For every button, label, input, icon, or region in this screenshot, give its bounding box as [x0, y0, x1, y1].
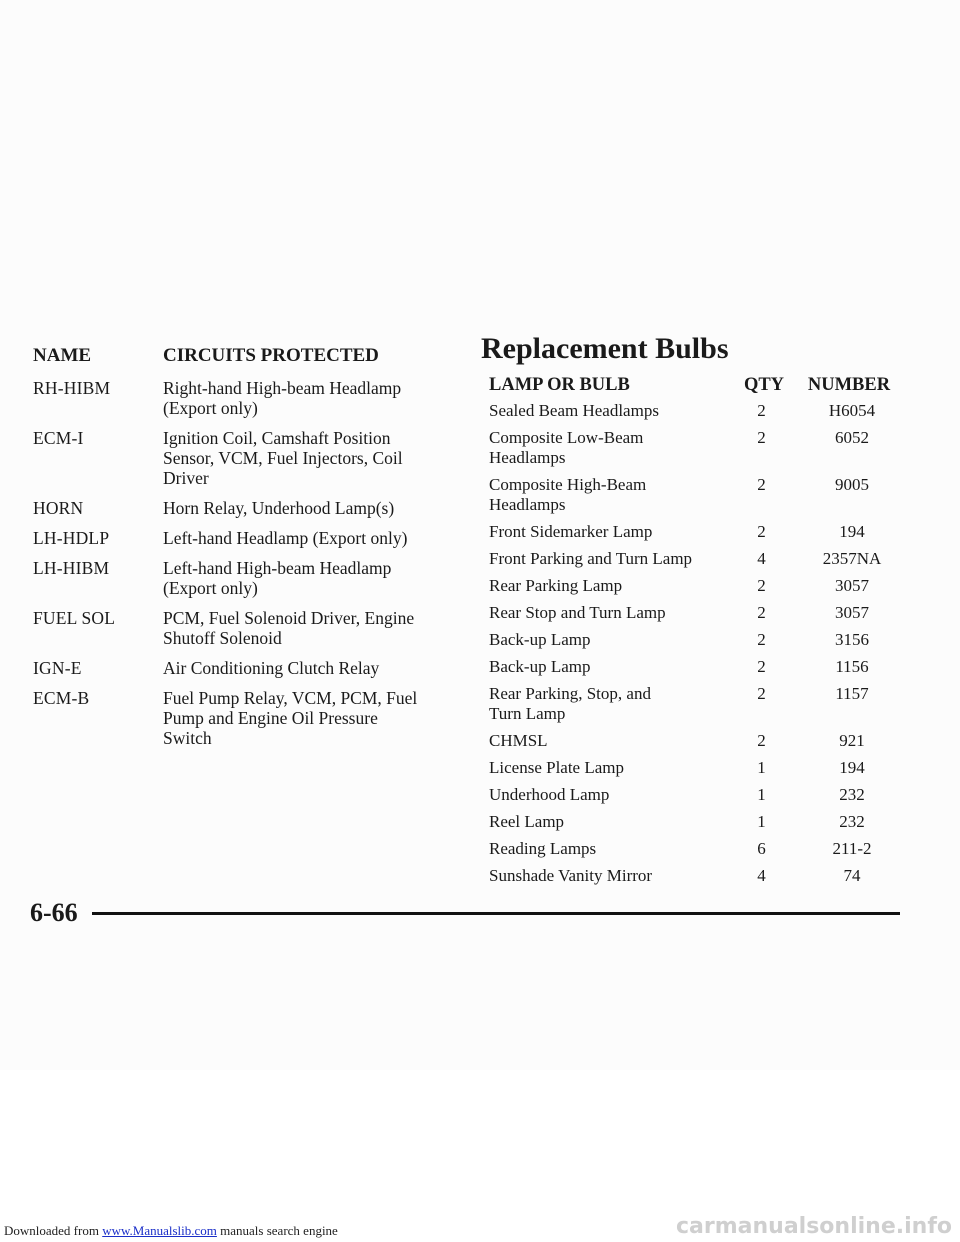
lamp-name [489, 731, 729, 751]
bulb-number: 3156 [835, 630, 869, 649]
page-number: 6-66 [30, 898, 78, 927]
circuits-protected [163, 528, 453, 548]
bulb-row [481, 812, 911, 832]
replacement-bulbs-section [481, 330, 911, 886]
fuse-name: LH-HIBM [33, 558, 110, 578]
bulb-row [481, 657, 911, 677]
bulb-row [481, 785, 911, 805]
bulb-row [481, 549, 911, 569]
lamp-name [489, 522, 729, 542]
fuse-name: IGN-E [33, 658, 82, 678]
bulb-number: 1157 [835, 684, 869, 703]
bulb-number: H6054 [828, 401, 876, 420]
bulb-row [481, 522, 911, 542]
circuits-column-header: CIRCUITS PROTECTED [163, 345, 379, 366]
lamp-name [489, 475, 729, 515]
circuits-protected [163, 498, 453, 518]
bulb-row [481, 866, 911, 886]
fuse-name: HORN [33, 498, 84, 518]
fuse-row [33, 658, 453, 678]
bulb-number: 1156 [835, 657, 869, 676]
lamp-name [489, 657, 729, 677]
lamp-qty: 4 [757, 549, 766, 568]
fuse-name: ECM-B [33, 688, 90, 708]
bulb-row [481, 731, 911, 751]
bulb-number: 9005 [835, 475, 869, 494]
watermark: carmanualsonline.info [676, 1214, 952, 1239]
bulb-number: 194 [839, 522, 865, 541]
bulb-number: 232 [839, 812, 865, 831]
circuit-line: PCM, Fuel Solenoid Driver, Engine [163, 608, 415, 628]
lamp-qty: 6 [757, 839, 766, 858]
fuse-table [33, 340, 453, 748]
fuse-row [33, 558, 453, 598]
circuit-line: Fuel Pump Relay, VCM, PCM, Fuel [163, 688, 418, 708]
lamp-line: CHMSL [489, 731, 548, 750]
lamp-qty: 2 [757, 401, 766, 420]
bulb-number: 3057 [835, 603, 869, 622]
lamp-line: Reading Lamps [489, 839, 597, 858]
circuit-line: Air Conditioning Clutch Relay [163, 658, 380, 678]
circuit-line: Left-hand High-beam Headlamp [163, 558, 392, 578]
fuse-row [33, 378, 453, 418]
circuit-line: Pump and Engine Oil Pressure [163, 708, 378, 728]
lamp-qty: 1 [757, 785, 766, 804]
bulb-row [481, 576, 911, 596]
lamp-line: Sealed Beam Headlamps [489, 401, 659, 420]
circuits-protected [163, 378, 453, 418]
fuse-row [33, 608, 453, 648]
lamp-line: Sunshade Vanity Mirror [489, 866, 653, 885]
circuits-protected [163, 558, 453, 598]
lamp-line: Underhood Lamp [489, 785, 610, 804]
lamp-line: Composite High-Beam [489, 475, 647, 494]
lamp-name [489, 630, 729, 650]
manualslib-link[interactable]: www.Manualslib.com [102, 1223, 217, 1238]
circuit-line: Sensor, VCM, Fuel Injectors, Coil [163, 448, 403, 468]
bulb-row [481, 630, 911, 650]
lamp-name [489, 758, 729, 778]
lamp-qty: 2 [757, 603, 766, 622]
lamp-name [489, 785, 729, 805]
footer-rule [92, 912, 900, 915]
circuit-line: Shutoff Solenoid [163, 628, 282, 648]
circuit-line: Switch [163, 728, 212, 748]
lamp-name [489, 839, 729, 859]
section-title: Replacement Bulbs [481, 332, 729, 365]
lamp-qty: 2 [757, 657, 766, 676]
circuits-protected [163, 428, 453, 488]
fuse-name: ECM-I [33, 428, 84, 448]
download-footer [4, 1223, 338, 1239]
lamp-line: Front Parking and Turn Lamp [489, 549, 693, 568]
bulb-row [481, 758, 911, 778]
bulb-number: 3057 [835, 576, 869, 595]
fuse-name: RH-HIBM [33, 378, 111, 398]
lamp-name [489, 603, 729, 623]
bulb-row [481, 603, 911, 623]
lamp-name [489, 428, 729, 468]
lamp-qty: 2 [757, 475, 766, 494]
fuse-rows [33, 378, 453, 748]
fuse-table-header [33, 340, 453, 372]
lamp-qty: 1 [757, 812, 766, 831]
fuse-row [33, 428, 453, 488]
circuit-line: (Export only) [163, 398, 258, 418]
qty-column-header: QTY [743, 374, 785, 395]
fuse-row [33, 528, 453, 548]
bulb-row [481, 428, 911, 468]
lamp-line: Rear Parking Lamp [489, 576, 623, 595]
bulb-number: 232 [839, 785, 865, 804]
bulb-number: 6052 [835, 428, 869, 447]
lamp-column-header: LAMP OR BULB [489, 374, 630, 395]
lamp-qty: 2 [757, 684, 766, 703]
circuit-line: Driver [163, 468, 209, 488]
fuse-name: FUEL SOL [33, 608, 116, 628]
bulb-row [481, 475, 911, 515]
bulb-row [481, 401, 911, 421]
bulb-rows [481, 401, 911, 886]
lamp-name [489, 812, 729, 832]
lamp-line: Front Sidemarker Lamp [489, 522, 653, 541]
number-column-header: NUMBER [807, 374, 891, 395]
circuit-line: Ignition Coil, Camshaft Position [163, 428, 391, 448]
lamp-name [489, 866, 729, 886]
circuit-line: Left-hand Headlamp (Export only) [163, 528, 408, 548]
lamp-qty: 2 [757, 522, 766, 541]
circuits-protected [163, 688, 453, 748]
circuit-line: Right-hand High-beam Headlamp [163, 378, 402, 398]
lamp-name [489, 401, 729, 421]
lamp-qty: 2 [757, 428, 766, 447]
lamp-qty: 4 [757, 866, 766, 885]
circuits-protected [163, 608, 453, 648]
footer-suffix: manuals search engine [216, 1223, 338, 1238]
bulb-number: 921 [839, 731, 865, 750]
circuit-line: Horn Relay, Underhood Lamp(s) [163, 498, 395, 518]
name-column-header: NAME [33, 345, 92, 366]
fuse-name: LH-HDLP [33, 528, 110, 548]
lamp-line: Headlamps [489, 448, 566, 467]
lamp-qty: 2 [757, 576, 766, 595]
lamp-line: Headlamps [489, 495, 566, 514]
lamp-line: Rear Parking, Stop, and [489, 684, 651, 703]
lamp-line: Back-up Lamp [489, 657, 591, 676]
lamp-qty: 1 [757, 758, 766, 777]
lamp-qty: 2 [757, 731, 766, 750]
lamp-line: Rear Stop and Turn Lamp [489, 603, 666, 622]
lamp-line: Reel Lamp [489, 812, 565, 831]
fuse-row [33, 498, 453, 518]
lamp-name [489, 684, 729, 724]
lamp-line: Back-up Lamp [489, 630, 591, 649]
bulb-number: 211-2 [832, 839, 872, 858]
bulb-number: 194 [839, 758, 865, 777]
bulb-number: 74 [843, 866, 861, 885]
bulb-row [481, 684, 911, 724]
lamp-line: Turn Lamp [489, 704, 566, 723]
lamp-qty: 2 [757, 630, 766, 649]
circuits-protected [163, 658, 453, 678]
lamp-name [489, 549, 729, 569]
footer-prefix: Downloaded from [4, 1223, 103, 1238]
lamp-name [489, 576, 729, 596]
lamp-line: License Plate Lamp [489, 758, 625, 777]
circuit-line: (Export only) [163, 578, 258, 598]
bulb-row [481, 839, 911, 859]
lamp-line: Composite Low-Beam [489, 428, 644, 447]
fuse-row [33, 688, 453, 748]
bulb-number: 2357NA [822, 549, 882, 568]
bulb-table-header [481, 372, 911, 398]
